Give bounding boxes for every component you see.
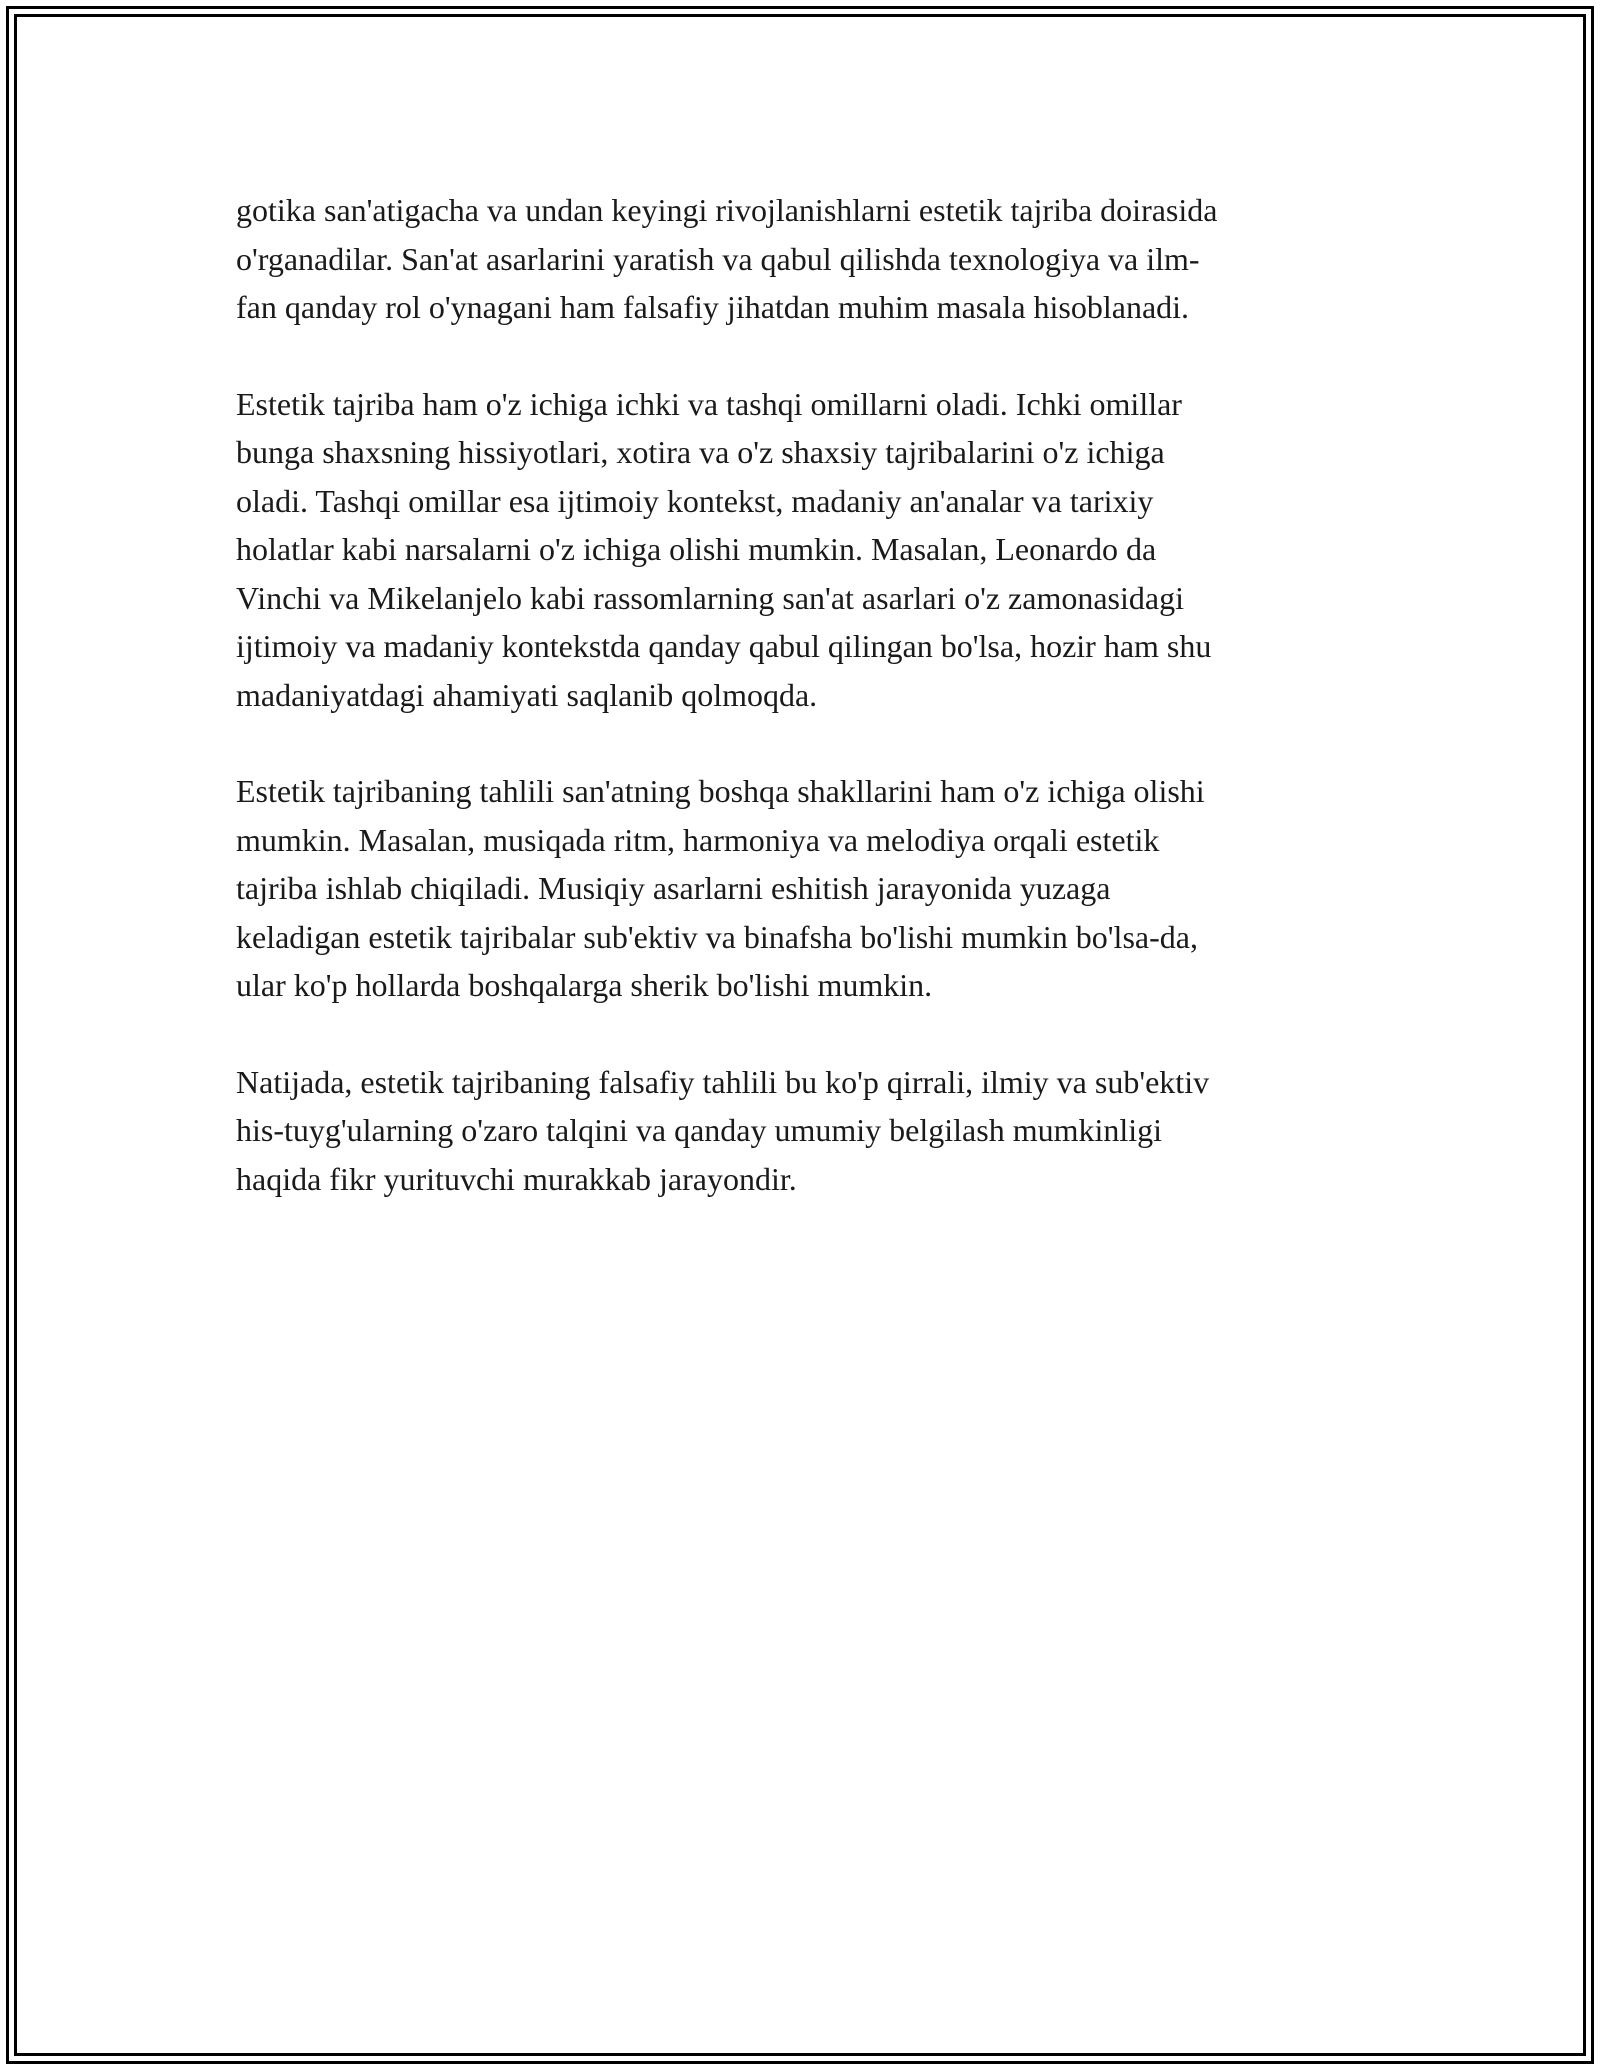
text-line: oladi. Tashqi omillar esa ijtimoiy kontekst, madaniy an'analar va tarixiy bbox=[236, 482, 1154, 519]
text-line: tajriba ishlab chiqiladi. Musiqiy asarlarni eshitish jarayonida yuzaga bbox=[236, 870, 1111, 906]
text-line: o'rganadilar. San'at asarlarini yaratish va qabul qilishda texnologiya va ilm- bbox=[236, 240, 1200, 277]
text-line: mumkin. Masalan, musiqada ritm, harmoniya va melodiya orqali estetik bbox=[236, 821, 1160, 858]
paragraph-4 bbox=[236, 1058, 1376, 1204]
text-line: Vinchi va Mikelanjelo kabi rassomlarning san'at asarlari o'z zamonasidagi bbox=[236, 579, 1184, 616]
text-line: Natijada, estetik tajribaning falsafiy tahlili bu ko'p qirrali, ilmiy va sub'ektiv bbox=[236, 1063, 1210, 1100]
document-body bbox=[236, 186, 1376, 1251]
text-line: fan qanday rol o'ynagani ham falsafiy jihatdan muhim masala hisoblanadi. bbox=[236, 289, 1190, 325]
text-line: his-tuyg'ularning o'zaro talqini va qanday umumiy belgilash mumkinligi bbox=[236, 1112, 1163, 1148]
paragraph-1 bbox=[236, 186, 1376, 332]
text-line: Estetik tajribaning tahlili san'atning boshqa shakllarini ham o'z ichiga olishi bbox=[236, 773, 1205, 809]
text-line: ijtimoiy va madaniy kontekstda qanday qabul qilingan bo'lsa, hozir ham shu bbox=[236, 628, 1212, 664]
paragraph-3 bbox=[236, 767, 1376, 1010]
text-line: gotika san'atigacha va undan keyingi rivojlanishlarni estetik tajriba doirasida bbox=[236, 192, 1218, 228]
text-line: haqida fikr yurituvchi murakkab jarayondir. bbox=[236, 1160, 797, 1197]
text-line: bunga shaxsning hissiyotlari, xotira va o'z shaxsiy tajribalarini o'z ichiga bbox=[236, 434, 1165, 470]
text-line: holatlar kabi narsalarni o'z ichiga olishi mumkin. Masalan, Leonardo da bbox=[236, 531, 1157, 567]
text-line: keladigan estetik tajribalar sub'ektiv va binafsha bo'lishi mumkin bo'lsa-da, bbox=[236, 918, 1198, 955]
paragraph-2 bbox=[236, 380, 1376, 720]
text-line: madaniyatdagi ahamiyati saqlanib qolmoqda. bbox=[236, 676, 818, 713]
text-line: ular ko'p hollarda boshqalarga sherik bo'lishi mumkin. bbox=[236, 967, 933, 1003]
text-line: Estetik tajriba ham o'z ichiga ichki va tashqi omillarni oladi. Ichki omillar bbox=[236, 385, 1182, 422]
